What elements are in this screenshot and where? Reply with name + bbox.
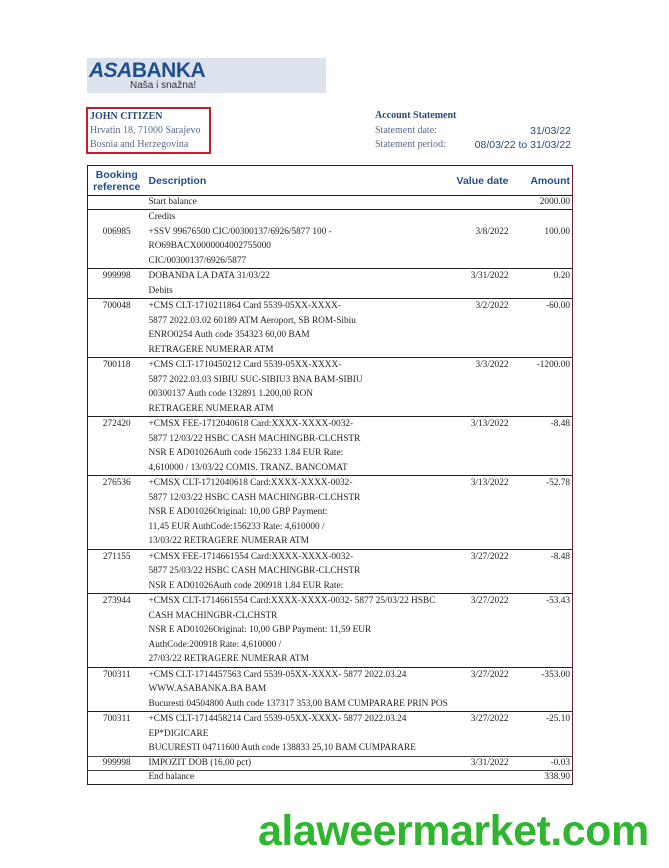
end-balance-row: [88, 770, 573, 784]
booking-reference: [88, 549, 146, 594]
statement-title: Account Statement: [375, 110, 457, 121]
booking-reference-text: 999998: [102, 271, 131, 281]
header-description: Description: [146, 166, 456, 196]
description-line: 00300137 Auth code 132891 1.200,00 RON: [148, 389, 313, 399]
description-line: Bucuresti 04504800 Auth code 137317 353,00 BAM CUMPARARE PRIN POS: [148, 698, 448, 709]
booking-reference-text: 700048: [102, 301, 131, 311]
description-line: +CMS CLT-1714458214 Card 5539-05XX-XXXX- 5877 2022.03.24: [148, 714, 407, 724]
amount: [515, 667, 573, 712]
description-line: BUCURESTI 04711600 Auth code 138833 25,10 BAM CUMPARARE: [148, 743, 416, 753]
table-row: [88, 269, 573, 299]
description: [146, 549, 456, 594]
value-date: [456, 594, 515, 668]
transactions-table: [87, 165, 573, 785]
amount-text: -52.78: [545, 478, 570, 488]
value-date-text: 3/31/2022: [470, 757, 509, 768]
amount-text: 100.00: [544, 226, 570, 237]
amount: [515, 712, 573, 757]
value-date-text: 3/13/2022: [470, 419, 509, 429]
description-line: NSR E AD01026Original: 10,00 GBP Payment: 11,59 EUR: [148, 625, 372, 635]
watermark: alaweermarket.com: [258, 807, 649, 855]
booking-reference: [88, 417, 146, 476]
table-row: [88, 549, 573, 594]
client-address-line1: Hrvatin 18, 71000 Sarajevo: [90, 125, 201, 136]
booking-reference-text: 271155: [102, 551, 131, 562]
description-line: NSR E AD01026Original: 10,00 GBP Payment:: [148, 507, 328, 517]
description: [146, 269, 456, 299]
description-line: Credits: [148, 212, 176, 222]
amount: [515, 549, 573, 594]
table-header: [88, 166, 573, 196]
booking-reference-text: 700311: [102, 714, 131, 724]
description-line: 5877 12/03/22 HSBC CASH MACHINGBR-CLCHSTR: [148, 492, 361, 503]
description-line: 27/03/22 RETRAGERE NUMERAR ATM: [148, 654, 309, 664]
amount-text: 0.20: [553, 271, 570, 281]
description-line: RETRAGERE NUMERAR ATM: [148, 344, 274, 355]
description-line: NSR E AD01026Auth code 156233 1.84 EUR Rate:: [148, 448, 344, 458]
booking-reference-text: 272420: [102, 419, 131, 429]
statement-period: 08/03/22 to 31/03/22: [474, 139, 571, 151]
description-line: WWW.ASABANKA.BA BAM: [148, 684, 267, 694]
description-line: 11,45 EUR AuthCode:156233 Rate: 4,610000 /: [148, 521, 325, 532]
amount: [515, 756, 573, 770]
amount: [515, 358, 573, 417]
description-line: 5877 2022.03.02 60189 ATM Aeroport, SB ROM-Sibiu: [148, 315, 356, 326]
amount: [515, 417, 573, 476]
description-line: 4,610000 / 13/03/22 COMIS. TRANZ. BANCOMAT: [148, 462, 348, 473]
value-date-text: 3/27/2022: [470, 596, 509, 606]
description-line: Debits: [148, 285, 173, 296]
statement-date-label: Statement date:: [375, 124, 437, 136]
value-date-text: 3/27/2022: [470, 551, 509, 562]
booking-reference-text: 700311: [102, 669, 131, 680]
header-booking-reference: Booking reference: [88, 166, 146, 196]
table-row: [88, 476, 573, 550]
booking-reference: [88, 712, 146, 757]
booking-reference-text: 006985: [102, 226, 131, 237]
table-row: [88, 756, 573, 770]
end-balance-amount: 338.90: [515, 770, 573, 784]
description: [146, 712, 456, 757]
amount-text: -60.00: [545, 301, 570, 311]
logo-tagline: Naša i snažna!: [130, 80, 197, 91]
description-line: +SSV 99676500 CIC/00300137/6926/5877 100 -: [148, 226, 332, 237]
bank-logo: [87, 58, 326, 93]
amount-text: -0.03: [550, 757, 570, 768]
value-date: [456, 210, 515, 269]
description-line: +CMSX CLT-1714661554 Card:XXXX-XXXX-0032- 5877 25/03/22 HSBC: [148, 596, 436, 606]
header-amount: Amount: [515, 166, 573, 196]
booking-reference: [88, 594, 146, 668]
booking-reference-text: 276536: [102, 478, 131, 488]
table-row: [88, 712, 573, 757]
description: [146, 667, 456, 712]
value-date: [456, 269, 515, 299]
description-line: EP*DIGICARE: [148, 728, 209, 739]
value-date-text: 3/8/2022: [475, 226, 509, 237]
description-line: RO69BACX0000004002755000: [148, 241, 271, 251]
description-line: IMPOZIT DOB (16,00 pct): [148, 757, 252, 768]
description: [146, 594, 456, 668]
description: [146, 417, 456, 476]
value-date: [456, 358, 515, 417]
amount-text: -353.00: [541, 669, 570, 680]
description-line: +CMSX CLT-1712040618 Card:XXXX-XXXX-0032-: [148, 478, 353, 488]
amount-text: -8.48: [550, 419, 570, 429]
description-line: +CMS CLT-1714457563 Card 5539-05XX-XXXX- 5877 2022.03.24: [148, 669, 407, 680]
amount: [515, 476, 573, 550]
description-line: 5877 12/03/22 HSBC CASH MACHINGBR-CLCHSTR: [148, 433, 361, 444]
table-row: [88, 299, 573, 358]
description-line: 13/03/22 RETRAGERE NUMERAR ATM: [148, 536, 309, 546]
description-line: DOBANDA LA DATA 31/03/22: [148, 271, 270, 281]
description-line: CASH MACHINGBR-CLCHSTR: [148, 610, 278, 621]
logo-banka: BANKA: [131, 59, 206, 82]
client-address-block: [86, 107, 211, 154]
value-date-text: 3/27/2022: [470, 714, 509, 724]
table-row: [88, 417, 573, 476]
value-date-text: 3/3/2022: [475, 360, 509, 370]
description-line: ENRO0254 Auth code 354323 60,00 BAM: [148, 330, 310, 340]
description: [146, 299, 456, 358]
description: [146, 756, 456, 770]
value-date: [456, 549, 515, 594]
amount-text: -25.10: [545, 714, 570, 724]
logo-asa: ASA: [89, 59, 132, 82]
statement-date: 31/03/22: [530, 124, 571, 137]
start-balance-row: [88, 196, 573, 210]
table-row: [88, 594, 573, 668]
booking-reference: [88, 667, 146, 712]
amount-text: -53.43: [545, 596, 570, 606]
value-date: [456, 476, 515, 550]
statement-info: [375, 109, 571, 153]
table-row: [88, 358, 573, 417]
end-balance-label: End balance: [146, 770, 456, 784]
booking-reference: [88, 476, 146, 550]
table-row: [88, 210, 573, 269]
description-line: NSR E AD01026Auth code 200918 1.84 EUR Rate:: [148, 580, 344, 591]
value-date: [456, 417, 515, 476]
description-line: AuthCode:200918 Rate: 4,610000 /: [148, 639, 282, 650]
value-date: [456, 756, 515, 770]
value-date-text: 3/2/2022: [475, 301, 509, 311]
value-date-text: 3/13/2022: [470, 478, 509, 488]
description-line: 5877 25/03/22 HSBC CASH MACHINGBR-CLCHSTR: [148, 566, 361, 576]
amount: [515, 594, 573, 668]
booking-reference-text: 700118: [102, 360, 131, 370]
client-address-line2: Bosnia and Herzegovina: [90, 139, 189, 150]
value-date-text: 3/27/2022: [470, 669, 509, 680]
description: [146, 476, 456, 550]
amount: [515, 299, 573, 358]
description: [146, 358, 456, 417]
amount: [515, 269, 573, 299]
header-value-date: Value date: [456, 166, 515, 196]
description-line: +CMSX FEE-1712040618 Card:XXXX-XXXX-0032-: [148, 419, 354, 429]
description-line: CIC/00300137/6926/5877: [148, 255, 247, 266]
value-date-text: 3/31/2022: [470, 271, 509, 281]
description-line: +CMS CLT-1710450212 Card 5539-05XX-XXXX-: [148, 360, 342, 370]
amount: [515, 210, 573, 269]
booking-reference: [88, 299, 146, 358]
statement-period-label: Statement period:: [375, 139, 446, 150]
description-line: +CMS CLT-1710211864 Card 5539-05XX-XXXX-: [148, 301, 341, 311]
value-date: [456, 299, 515, 358]
booking-reference-text: 273944: [102, 596, 131, 606]
table-row: [88, 667, 573, 712]
client-name: JOHN CITIZEN: [90, 111, 163, 122]
start-balance-label: Start balance: [146, 196, 456, 210]
booking-reference: [88, 269, 146, 299]
booking-reference: [88, 756, 146, 770]
start-balance-amount: 2000.00: [515, 196, 573, 210]
description-line: 5877 2022.03.03 SIBIU SUC-SIBIU3 BNA BAM-SIBIU: [148, 374, 363, 385]
value-date: [456, 667, 515, 712]
booking-reference-text: 999998: [102, 757, 131, 768]
amount-text: -8.48: [550, 551, 570, 562]
description-line: RETRAGERE NUMERAR ATM: [148, 403, 274, 414]
booking-reference: [88, 210, 146, 269]
booking-reference: [88, 358, 146, 417]
value-date: [456, 712, 515, 757]
amount-text: -1200.00: [536, 360, 570, 370]
description-line: +CMSX FEE-1714661554 Card:XXXX-XXXX-0032-: [148, 551, 354, 562]
description: [146, 210, 456, 269]
